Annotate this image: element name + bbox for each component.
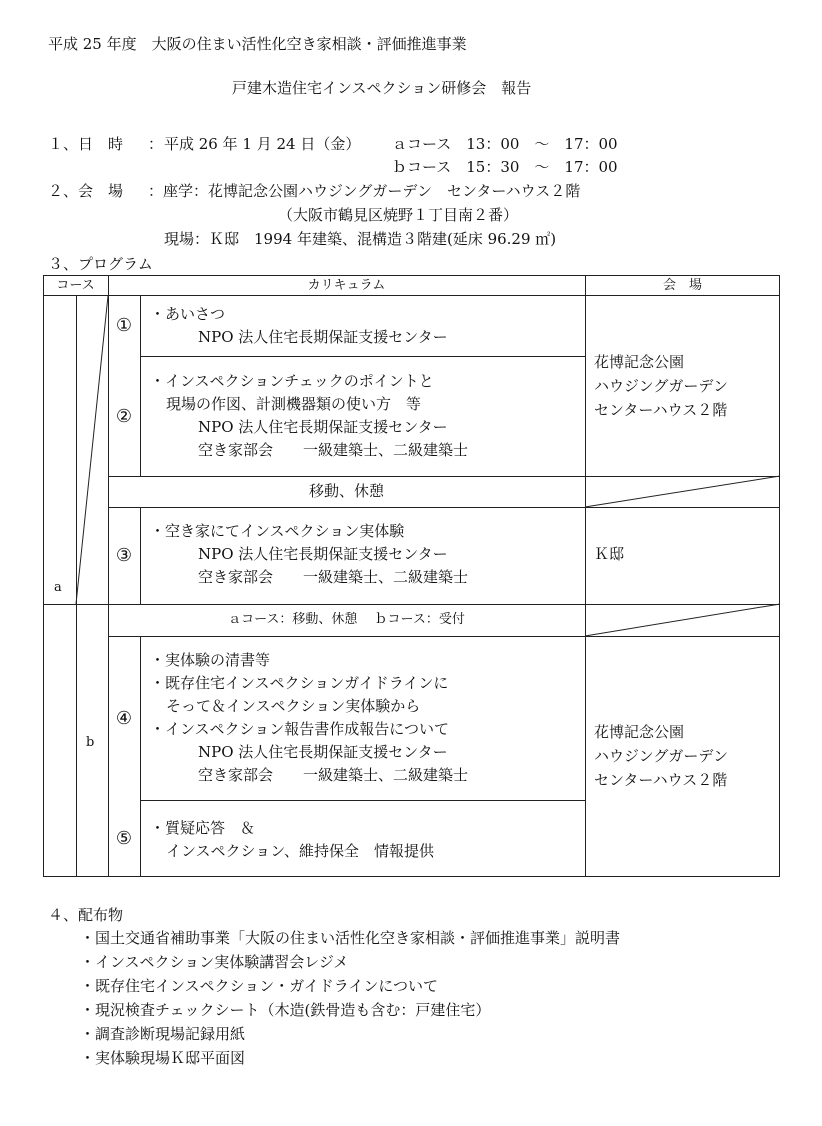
site-info: 現場：Ｋ邸 1994 年建築、混構造３階建(延床 96.29 ㎡) xyxy=(164,230,557,248)
document-title: 戸建木造住宅インスペクション研修会 報告 xyxy=(232,79,532,97)
project-title: 平成 25 年度 大阪の住まい活性化空き家相談・評価推進事業 xyxy=(48,35,467,53)
item-2-line-1: ・インスペクションチェックのポイントと xyxy=(150,372,434,390)
item-1-line-1: ・あいさつ xyxy=(150,305,226,323)
distribution-item: ・国土交通省補助事業「大阪の住まい活性化空き家相談・評価推進事業」説明書 xyxy=(80,929,621,947)
course-b-time: ｂコース 15：30 ～ 17：00 xyxy=(392,158,618,176)
item-5-line-2: インスペクション、維持保全 情報提供 xyxy=(166,842,435,860)
item-3-line-2: NPO 法人住宅長期保証支援センター xyxy=(198,545,448,563)
date-label: １、日 時 xyxy=(48,135,124,153)
item-number-3: ③ xyxy=(115,545,133,566)
distribution-item: ・既存住宅インスペクション・ガイドラインについて xyxy=(80,977,439,995)
venue-value: ：座学：花博記念公園ハウジングガーデン センターハウス２階 xyxy=(148,182,581,200)
date-colon: ： xyxy=(148,135,164,153)
item-1-line-2: NPO 法人住宅長期保証支援センター xyxy=(198,328,448,346)
distribution-item: ・実体験現場Ｋ邸平面図 xyxy=(80,1049,246,1067)
venue-label: ２、会 場 xyxy=(48,182,124,200)
course-a-time: ａコース 13：00 ～ 17：00 xyxy=(392,135,618,153)
distribution-item: ・現況検査チェックシート（木造(鉄骨造も含む：戸建住宅） xyxy=(80,1001,491,1019)
venue-3-line-1: 花博記念公園 xyxy=(594,723,685,741)
venue-3-line-3: センターハウス２階 xyxy=(594,771,728,789)
item-4-line-6: 空き家部会 一級建築士、二級建築士 xyxy=(198,766,469,784)
break-course-a-b: ａコース：移動、休憩 ｂコース：受付 xyxy=(228,612,465,627)
header-course: コース xyxy=(56,278,95,293)
item-number-4: ④ xyxy=(115,708,133,729)
item-4-line-1: ・実体験の清書等 xyxy=(150,651,271,669)
distribution-item: ・調査診断現場記録用紙 xyxy=(80,1025,246,1043)
item-4-line-4: ・インスペクション報告書作成報告について xyxy=(150,720,449,738)
distribution-label: ４、配布物 xyxy=(48,906,124,924)
venue-1-line-2: ハウジングガーデン xyxy=(594,377,729,395)
venue-address: （大阪市鶴見区焼野１丁目南２番） xyxy=(278,206,519,224)
item-4-line-3: そって＆インスペクション実体験から xyxy=(166,697,421,715)
item-3-line-3: 空き家部会 一級建築士、二級建築士 xyxy=(198,568,469,586)
header-curriculum: カリキュラム xyxy=(307,278,386,293)
venue-1-line-3: センターハウス２階 xyxy=(594,401,728,419)
date-value: 平成 26 年 1 月 24 日（金） xyxy=(164,135,361,153)
item-number-5: ⑤ xyxy=(115,828,133,849)
program-label: ３、プログラム xyxy=(48,255,153,273)
item-2-line-4: 空き家部会 一級建築士、二級建築士 xyxy=(198,441,469,459)
venue-1-line-1: 花博記念公園 xyxy=(594,353,685,371)
item-4-line-5: NPO 法人住宅長期保証支援センター xyxy=(198,743,448,761)
item-2-line-3: NPO 法人住宅長期保証支援センター xyxy=(198,418,448,436)
break-move-rest: 移動、休憩 xyxy=(308,482,384,500)
item-2-line-2: 現場の作図、計測機器類の使い方 等 xyxy=(166,395,422,413)
venue-3-line-2: ハウジングガーデン xyxy=(594,747,729,765)
item-3-line-1: ・空き家にてインスペクション実体験 xyxy=(150,522,405,540)
distribution-item: ・インスペクション実体験講習会レジメ xyxy=(80,953,349,971)
header-venue: 会 場 xyxy=(662,278,702,293)
item-4-line-2: ・既存住宅インスペクションガイドラインに xyxy=(150,674,449,692)
item-number-1: ① xyxy=(115,315,133,336)
item-5-line-1: ・質疑応答 ＆ xyxy=(150,819,256,837)
item-number-2: ② xyxy=(115,406,133,427)
course-b-label: b xyxy=(86,735,95,750)
venue-2: Ｋ邸 xyxy=(594,545,625,563)
course-a-label: a xyxy=(54,580,62,595)
